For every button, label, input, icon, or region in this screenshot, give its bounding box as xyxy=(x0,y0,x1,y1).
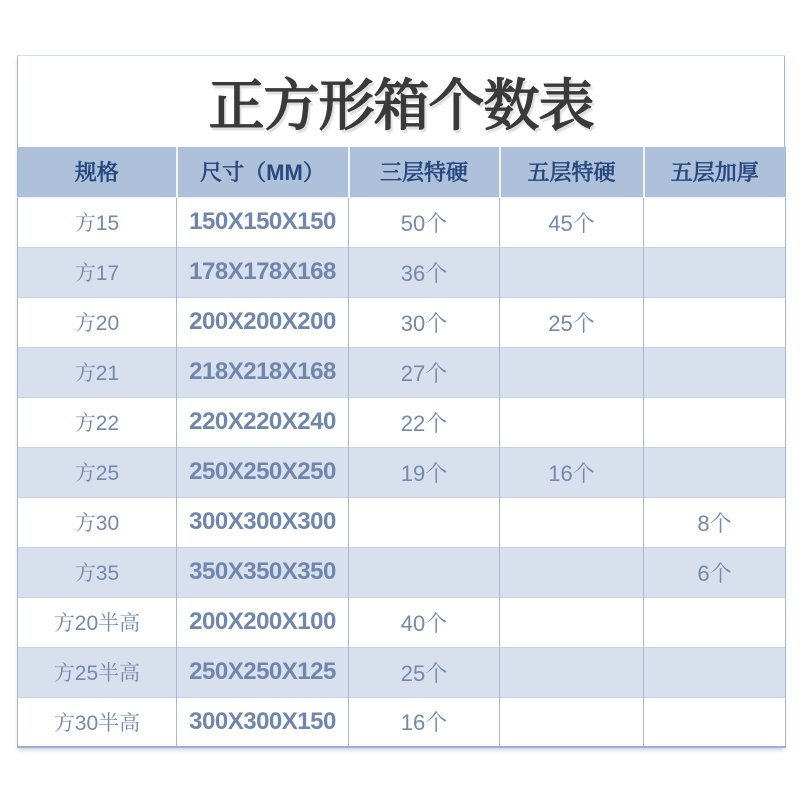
five-thick-qty-cell xyxy=(644,597,786,647)
five-layer-qty-cell: 45个 xyxy=(500,197,644,247)
table-row xyxy=(18,697,786,747)
table-row xyxy=(18,397,786,447)
five-layer-qty-cell xyxy=(500,497,644,547)
quantity-table xyxy=(17,147,786,748)
table-row xyxy=(18,597,786,647)
spec-cell: 方30 xyxy=(18,497,177,547)
spec-cell: 方25 xyxy=(18,447,177,497)
size-cell: 300X300X300 xyxy=(177,497,349,547)
five-thick-qty-cell xyxy=(644,697,786,747)
three-layer-qty-cell: 40个 xyxy=(349,597,500,647)
five-layer-qty-cell xyxy=(500,247,644,297)
table-row xyxy=(18,447,786,497)
five-layer-qty-cell xyxy=(500,697,644,747)
table-row xyxy=(18,297,786,347)
header-five-thick: 五层加厚 xyxy=(644,147,786,197)
table-row xyxy=(18,497,786,547)
three-layer-qty-cell: 30个 xyxy=(349,297,500,347)
table-body xyxy=(18,197,786,747)
spec-cell: 方17 xyxy=(18,247,177,297)
spec-table-sheet xyxy=(17,55,785,748)
table-row xyxy=(18,647,786,697)
size-cell: 150X150X150 xyxy=(177,197,349,247)
three-layer-qty-cell: 19个 xyxy=(349,447,500,497)
spec-cell: 方21 xyxy=(18,347,177,397)
table-row xyxy=(18,347,786,397)
five-layer-qty-cell xyxy=(500,347,644,397)
header-size-mm: 尺寸（MM） xyxy=(177,147,349,197)
spec-cell: 方20 xyxy=(18,297,177,347)
size-cell: 218X218X168 xyxy=(177,347,349,397)
spec-cell: 方25半高 xyxy=(18,647,177,697)
table-row xyxy=(18,197,786,247)
three-layer-qty-cell xyxy=(349,497,500,547)
three-layer-qty-cell: 16个 xyxy=(349,697,500,747)
five-thick-qty-cell: 8个 xyxy=(644,497,786,547)
five-thick-qty-cell xyxy=(644,397,786,447)
five-layer-qty-cell xyxy=(500,647,644,697)
five-thick-qty-cell xyxy=(644,297,786,347)
size-cell: 200X200X200 xyxy=(177,297,349,347)
three-layer-qty-cell: 36个 xyxy=(349,247,500,297)
five-layer-qty-cell xyxy=(500,547,644,597)
five-thick-qty-cell xyxy=(644,347,786,397)
table-row xyxy=(18,547,786,597)
size-cell: 300X300X150 xyxy=(177,697,349,747)
table-row xyxy=(18,247,786,297)
five-thick-qty-cell: 6个 xyxy=(644,547,786,597)
five-thick-qty-cell xyxy=(644,647,786,697)
spec-cell: 方22 xyxy=(18,397,177,447)
five-thick-qty-cell xyxy=(644,447,786,497)
size-cell: 200X200X100 xyxy=(177,597,349,647)
header-three-layer: 三层特硬 xyxy=(349,147,500,197)
size-cell: 178X178X168 xyxy=(177,247,349,297)
three-layer-qty-cell xyxy=(349,547,500,597)
size-cell: 350X350X350 xyxy=(177,547,349,597)
spec-cell: 方15 xyxy=(18,197,177,247)
size-cell: 250X250X250 xyxy=(177,447,349,497)
size-cell: 250X250X125 xyxy=(177,647,349,697)
table-title: 正方形箱个数表 xyxy=(17,56,785,147)
spec-cell: 方20半高 xyxy=(18,597,177,647)
three-layer-qty-cell: 50个 xyxy=(349,197,500,247)
five-thick-qty-cell xyxy=(644,197,786,247)
three-layer-qty-cell: 27个 xyxy=(349,347,500,397)
five-thick-qty-cell xyxy=(644,247,786,297)
three-layer-qty-cell: 22个 xyxy=(349,397,500,447)
five-layer-qty-cell: 16个 xyxy=(500,447,644,497)
five-layer-qty-cell: 25个 xyxy=(500,297,644,347)
spec-cell: 方30半高 xyxy=(18,697,177,747)
spec-cell: 方35 xyxy=(18,547,177,597)
header-five-layer: 五层特硬 xyxy=(500,147,644,197)
header-spec: 规格 xyxy=(18,147,177,197)
header-row xyxy=(18,147,786,197)
size-cell: 220X220X240 xyxy=(177,397,349,447)
three-layer-qty-cell: 25个 xyxy=(349,647,500,697)
five-layer-qty-cell xyxy=(500,597,644,647)
five-layer-qty-cell xyxy=(500,397,644,447)
